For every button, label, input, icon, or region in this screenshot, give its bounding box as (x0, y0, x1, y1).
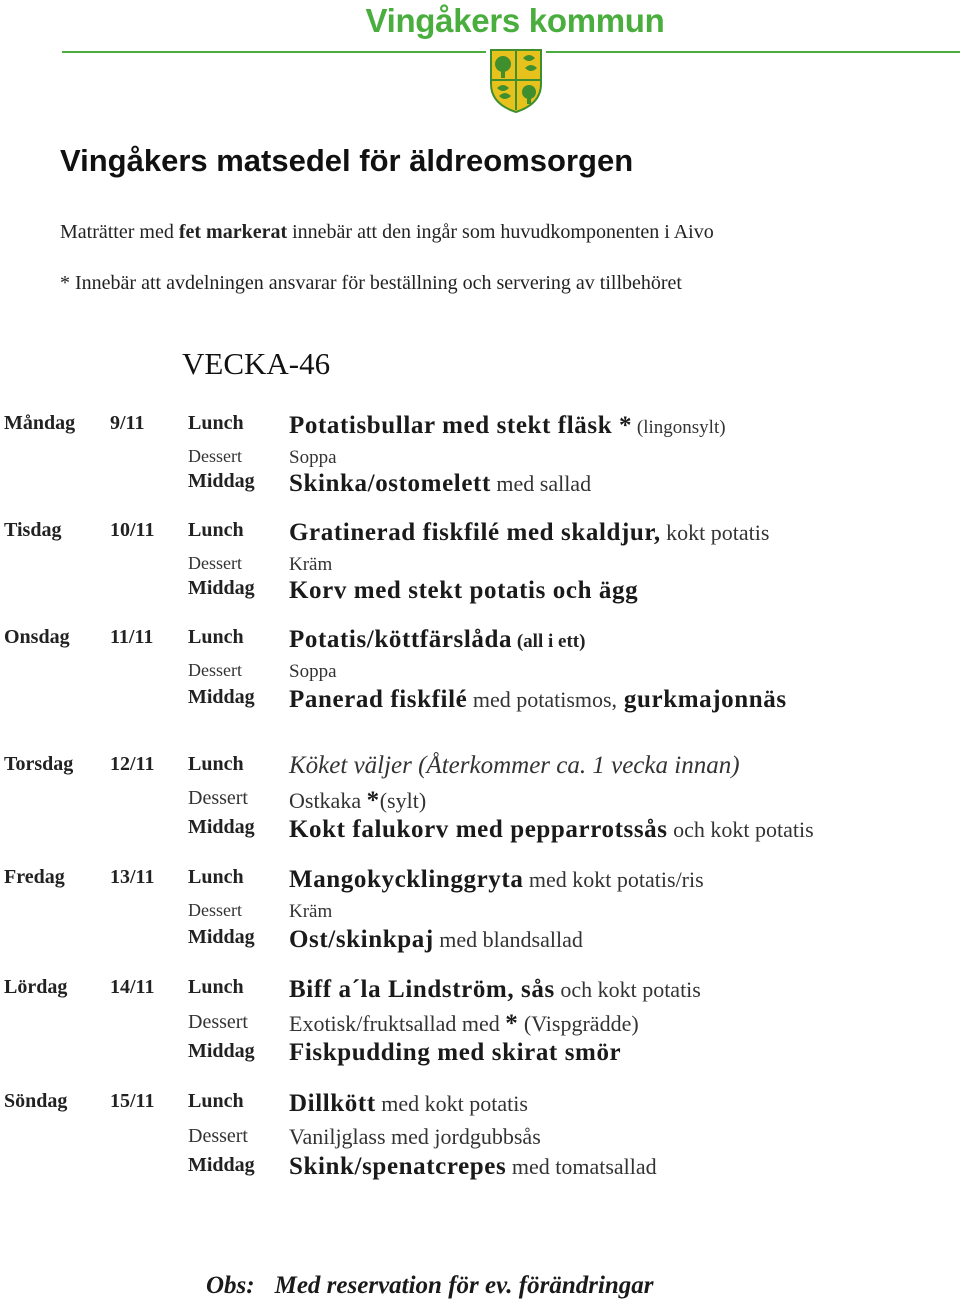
dish-dessert: Kräm (289, 554, 333, 575)
dish-main: Potatisbullar med stekt fläsk * (289, 412, 633, 439)
dish-main: Gratinerad fiskfilé med skaldjur, (289, 519, 661, 546)
middag-dish (289, 686, 787, 714)
meal-label-lunch: Lunch (188, 412, 244, 434)
meal-label-middag: Middag (188, 577, 255, 599)
middag-dish (289, 577, 638, 605)
dish-dessert: Soppa (289, 447, 337, 468)
dish-side: kokt potatis (660, 520, 770, 545)
meal-label-lunch: Lunch (188, 976, 244, 998)
dish-italic: Köket väljer (Återkommer ca. 1 vecka innan) (289, 752, 740, 779)
day-name: Fredag (4, 866, 65, 888)
dish-main: Fiskpudding med skirat smör (289, 1039, 622, 1066)
meal-label-lunch: Lunch (188, 519, 244, 541)
middag-dish (289, 816, 814, 844)
dish-side: med tomatsallad (506, 1154, 657, 1179)
page-title: Vingåkers matsedel för äldreomsorgen (60, 143, 634, 178)
dish-dessert: Vaniljglass med jordgubbsås (289, 1124, 541, 1149)
middag-dish (289, 470, 591, 498)
day-date: 9/11 (110, 412, 145, 434)
dish-side: (Vispgrädde) (518, 1011, 639, 1036)
meal-label-middag: Middag (188, 1154, 255, 1176)
meal-label-dessert: Dessert (188, 1011, 248, 1033)
lunch-dish (289, 1090, 528, 1118)
meal-label-middag: Middag (188, 686, 255, 708)
day-name: Söndag (4, 1090, 68, 1112)
dish-main: Panerad fiskfilé (289, 686, 468, 713)
dish-main: Kokt falukorv med pepparrotssås (289, 816, 668, 843)
meal-label-dessert: Dessert (188, 660, 242, 680)
intro-text: Maträtter med (60, 221, 179, 243)
dessert-dish (289, 553, 332, 576)
dish-main: Skink/spenatcrepes (289, 1153, 507, 1180)
meal-label-lunch: Lunch (188, 753, 244, 775)
lunch-dish (289, 866, 704, 894)
day-name: Lördag (4, 976, 68, 998)
dish-side: med blandsallad (433, 927, 583, 952)
dish-side: med kokt potatis (375, 1091, 528, 1116)
dish-side: med kokt potatis/ris (523, 867, 704, 892)
organization-logo-text: Vingåkers kommun (365, 2, 665, 39)
day-date: 14/11 (110, 976, 155, 998)
meal-label-lunch: Lunch (188, 1090, 244, 1112)
meal-label-dessert: Dessert (188, 900, 242, 920)
day-date: 11/11 (110, 626, 154, 648)
lunch-dish (289, 752, 740, 780)
meal-label-lunch: Lunch (188, 626, 244, 648)
dish-side: med sallad (490, 471, 592, 496)
dessert-dish (289, 660, 337, 683)
dessert-dish (289, 446, 337, 469)
dish-side: (lingonsylt) (632, 417, 726, 438)
day-name: Tisdag (4, 519, 62, 541)
day-date: 12/11 (110, 753, 155, 775)
lunch-dish (289, 626, 585, 654)
coat-of-arms-icon (485, 44, 547, 114)
middag-dish (289, 1153, 657, 1181)
asterisk-mark: * (505, 1010, 519, 1037)
meal-label-dessert: Dessert (188, 446, 242, 466)
meal-label-lunch: Lunch (188, 866, 244, 888)
intro-bold-explanation (60, 221, 714, 244)
day-date: 10/11 (110, 519, 155, 541)
day-date: 13/11 (110, 866, 155, 888)
reservation-note (206, 1272, 654, 1300)
meal-label-middag: Middag (188, 926, 255, 948)
lunch-dish (289, 412, 726, 440)
dish-main: Korv med stekt potatis och ägg (289, 577, 639, 604)
lunch-dish (289, 519, 769, 547)
dish-dessert: Exotisk/fruktsallad med (289, 1011, 506, 1036)
dish-main: Mangokycklinggryta (289, 866, 524, 893)
lunch-dish (289, 976, 701, 1004)
note-text: Med reservation för ev. förändringar (274, 1272, 654, 1299)
dessert-dish (289, 787, 426, 815)
dish-main: Potatis/köttfärslåda (289, 626, 513, 653)
dish-dessert: Kräm (289, 901, 333, 922)
note-label: Obs: (206, 1272, 255, 1299)
dish-dessert: Soppa (289, 661, 337, 682)
meal-label-middag: Middag (188, 470, 255, 492)
intro-bold-text: fet markerat (178, 221, 288, 243)
dish-side: och kokt potatis (667, 817, 814, 842)
day-date: 15/11 (110, 1090, 155, 1112)
dish-main: Biff a´la Lindström, sås (289, 976, 555, 1003)
meal-label-dessert: Dessert (188, 787, 248, 809)
dessert-dish (289, 1124, 541, 1150)
dish-note: (all i ett) (512, 631, 586, 652)
dish-side: med potatismos, (467, 687, 618, 712)
dish-side: (sylt) (379, 788, 427, 813)
dish-side: och kokt potatis (554, 977, 701, 1002)
middag-dish (289, 926, 583, 954)
week-heading: VECKA-46 (182, 346, 331, 381)
intro-text: innebär att den ingår som huvudkomponenten i Aivo (287, 221, 714, 243)
intro-asterisk-explanation: * Innebär att avdelningen ansvarar för beställning och servering av tillbehöret (60, 272, 682, 294)
meal-label-middag: Middag (188, 1040, 255, 1062)
meal-label-dessert: Dessert (188, 1125, 248, 1147)
dish-main-2: gurkmajonnäs (617, 686, 787, 713)
day-name: Onsdag (4, 626, 70, 648)
dish-dessert: Ostkaka (289, 788, 367, 813)
dessert-dish (289, 1010, 639, 1038)
dish-main: Dillkött (289, 1090, 376, 1117)
dish-main: Skinka/ostomelett (289, 470, 491, 497)
dish-main: Ost/skinkpaj (289, 926, 434, 953)
day-name: Måndag (4, 412, 76, 434)
meal-label-dessert: Dessert (188, 553, 242, 573)
middag-dish (289, 1039, 621, 1067)
day-name: Torsdag (4, 753, 74, 775)
meal-label-middag: Middag (188, 816, 255, 838)
dessert-dish (289, 900, 332, 923)
asterisk-mark: * (366, 787, 380, 814)
